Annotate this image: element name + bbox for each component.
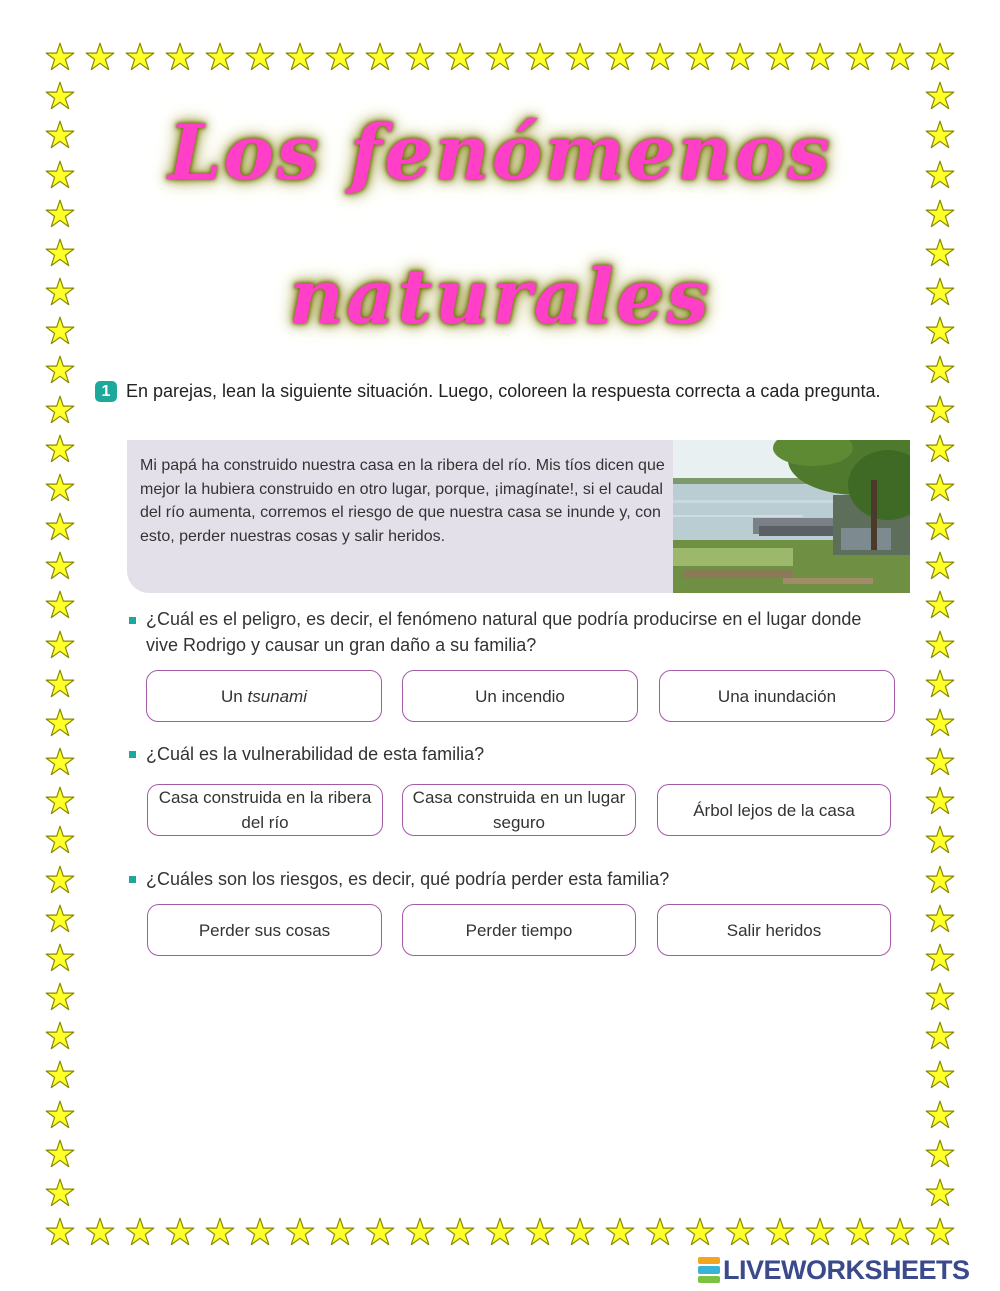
star-icon	[925, 473, 955, 503]
river-house-photo	[673, 440, 910, 593]
star-icon	[445, 42, 475, 72]
star-icon	[605, 42, 635, 72]
star-icon	[925, 1100, 955, 1130]
question-3: ¿Cuáles son los riesgos, es decir, qué podría perder esta familia?	[146, 869, 670, 889]
star-icon	[685, 1217, 715, 1247]
star-icon	[205, 42, 235, 72]
star-icon	[45, 865, 75, 895]
star-icon	[925, 590, 955, 620]
star-icon	[645, 42, 675, 72]
star-icon	[925, 1217, 955, 1247]
star-icon	[285, 42, 315, 72]
star-icon	[925, 42, 955, 72]
star-icon	[925, 1139, 955, 1169]
story-text: Mi papá ha construido nuestra casa en la ribera del río. Mis tíos dicen que mejor la hubiera construido en otro lugar, porque, ¡imagínate!, si el caudal del río aumenta, corremos el riesgo de que nuestra casa se inunde y, con esto, perder nuestras cosas y salir heridos.	[140, 457, 665, 545]
star-icon	[885, 1217, 915, 1247]
star-icon	[565, 42, 595, 72]
star-icon	[45, 943, 75, 973]
star-icon	[125, 1217, 155, 1247]
liveworksheets-logo[interactable]	[698, 1254, 998, 1286]
star-icon	[85, 1217, 115, 1247]
star-icon	[605, 1217, 635, 1247]
star-icon	[245, 42, 275, 72]
star-icon	[725, 42, 755, 72]
answer-option[interactable]: Casa construida en un lugar seguro	[402, 784, 636, 836]
activity-instruction: En parejas, lean la siguiente situación. Luego, coloreen la respuesta correcta a cada pregunta.	[126, 381, 881, 401]
star-icon	[925, 81, 955, 111]
logo-mark-icon	[698, 1256, 720, 1284]
star-icon	[925, 825, 955, 855]
star-icon	[365, 1217, 395, 1247]
star-icon	[925, 669, 955, 699]
star-icon	[125, 42, 155, 72]
star-icon	[165, 1217, 195, 1247]
star-icon	[405, 42, 435, 72]
star-icon	[45, 825, 75, 855]
answer-option[interactable]: Una inundación	[659, 670, 895, 722]
star-icon	[325, 42, 355, 72]
answer-option[interactable]: Casa construida en la ribera del río	[147, 784, 383, 836]
star-icon	[565, 1217, 595, 1247]
star-icon	[925, 355, 955, 385]
answer-option[interactable]	[146, 670, 382, 722]
star-icon	[45, 1021, 75, 1051]
star-icon	[925, 747, 955, 777]
answer-option[interactable]: Perder tiempo	[402, 904, 636, 956]
star-icon	[45, 1139, 75, 1169]
star-icon	[165, 42, 195, 72]
answer-option[interactable]: Árbol lejos de la casa	[657, 784, 891, 836]
star-icon	[925, 865, 955, 895]
question-bullet-1	[129, 617, 136, 624]
star-icon	[765, 1217, 795, 1247]
star-icon	[925, 943, 955, 973]
star-icon	[45, 199, 75, 229]
star-icon	[45, 81, 75, 111]
star-icon	[925, 551, 955, 581]
star-icon	[285, 1217, 315, 1247]
star-icon	[45, 786, 75, 816]
star-icon	[525, 1217, 555, 1247]
star-icon	[45, 1100, 75, 1130]
star-icon	[45, 512, 75, 542]
star-icon	[925, 1178, 955, 1208]
star-icon	[885, 42, 915, 72]
story-box	[127, 440, 910, 593]
question-bullet-3	[129, 876, 136, 883]
star-icon	[245, 1217, 275, 1247]
answer-option[interactable]: Salir heridos	[657, 904, 891, 956]
star-icon	[765, 42, 795, 72]
star-icon	[45, 1060, 75, 1090]
star-icon	[445, 1217, 475, 1247]
star-icon	[845, 42, 875, 72]
star-icon	[45, 982, 75, 1012]
star-icon	[525, 42, 555, 72]
star-icon	[485, 1217, 515, 1247]
star-icon	[685, 42, 715, 72]
question-2: ¿Cuál es la vulnerabilidad de esta familia?	[146, 744, 485, 764]
star-icon	[925, 434, 955, 464]
star-icon	[925, 708, 955, 738]
star-icon	[925, 395, 955, 425]
star-icon	[725, 1217, 755, 1247]
question-bullet-2	[129, 751, 136, 758]
star-icon	[45, 1217, 75, 1247]
star-icon	[365, 42, 395, 72]
star-icon	[845, 1217, 875, 1247]
star-icon	[925, 512, 955, 542]
page-title-line-2: naturales	[288, 252, 712, 341]
activity-number-badge: 1	[95, 381, 117, 402]
star-icon	[485, 42, 515, 72]
star-icon	[925, 982, 955, 1012]
star-icon	[805, 1217, 835, 1247]
photo-credit	[910, 446, 922, 486]
star-icon	[925, 1060, 955, 1090]
answer-label: Un tsunami	[221, 686, 307, 706]
star-icon	[805, 42, 835, 72]
answer-option[interactable]: Perder sus cosas	[147, 904, 382, 956]
star-icon	[45, 434, 75, 464]
star-icon	[925, 199, 955, 229]
star-icon	[925, 1021, 955, 1051]
star-icon	[205, 1217, 235, 1247]
star-icon	[405, 1217, 435, 1247]
star-icon	[45, 355, 75, 385]
star-icon	[45, 708, 75, 738]
star-icon	[45, 669, 75, 699]
star-icon	[45, 42, 75, 72]
star-icon	[45, 395, 75, 425]
answer-option[interactable]: Un incendio	[402, 670, 638, 722]
star-icon	[85, 42, 115, 72]
star-icon	[45, 1178, 75, 1208]
star-icon	[645, 1217, 675, 1247]
star-icon	[45, 473, 75, 503]
question-1: ¿Cuál es el peligro, es decir, el fenómeno natural que podría producirse en el lugar donde vive Rodrigo y causar un gran daño a su familia?	[146, 609, 862, 655]
page-title-line-1: Los fenómenos	[168, 108, 832, 197]
star-icon	[45, 904, 75, 934]
star-icon	[45, 630, 75, 660]
star-icon	[925, 630, 955, 660]
star-icon	[925, 904, 955, 934]
star-icon	[45, 551, 75, 581]
star-icon	[325, 1217, 355, 1247]
logo-text: LIVEWORKSHEETS	[723, 1254, 970, 1285]
star-icon	[45, 590, 75, 620]
star-icon	[925, 786, 955, 816]
star-icon	[45, 747, 75, 777]
